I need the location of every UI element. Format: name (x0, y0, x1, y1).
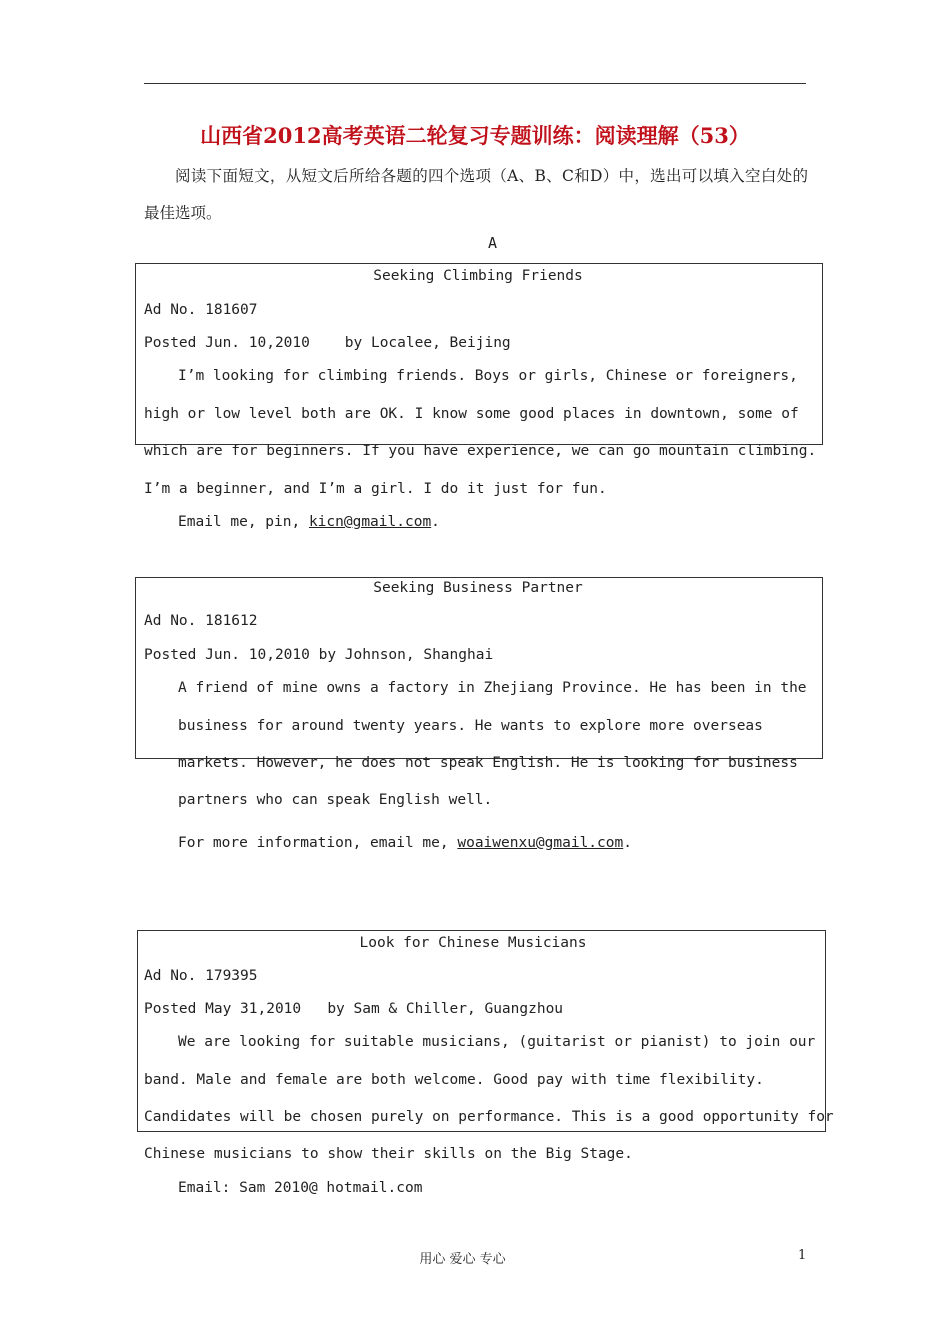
ad1-heading: Seeking Climbing Friends (373, 268, 583, 284)
ad2-heading: Seeking Business Partner (373, 580, 583, 596)
ad1-email-suffix: . (431, 514, 440, 530)
ad2-body-line: business for around twenty years. He wants to explore more overseas (178, 718, 763, 734)
ad3-body-line: band. Male and female are both welcome. Good pay with time flexibility. (144, 1072, 764, 1088)
ad3-body-line: Candidates will be chosen purely on performance. This is a good opportunity for (144, 1109, 834, 1125)
ad1-body-line: I’m looking for climbing friends. Boys or girls, Chinese or foreigners, (178, 368, 798, 384)
ad1-email-line (178, 514, 440, 530)
ad2-email-line (178, 835, 632, 851)
section-label: A (487, 234, 498, 252)
page-number: 1 (798, 1248, 807, 1263)
ad3-body-line: Chinese musicians to show their skills on the Big Stage. (144, 1146, 633, 1162)
ad2-number: Ad No. 181612 (144, 613, 258, 629)
ad1-posted: Posted Jun. 10,2010 by Localee, Beijing (144, 335, 511, 351)
ad1-number: Ad No. 181607 (144, 302, 258, 318)
header-rule (144, 83, 806, 84)
ad1-body-line: which are for beginners. If you have experience, we can go mountain climbing. (144, 443, 817, 459)
instructions: 阅读下面短文，从短文后所给各题的四个选项（A、B、C和D）中，选出可以填入空白处的最佳选项。 (144, 167, 808, 222)
ad2-email-prefix: For more information, email me, (178, 835, 458, 851)
document-title: 山西省2012高考英语二轮复习专题训练：阅读理解（53） (200, 123, 750, 148)
ad2-body-line: A friend of mine owns a factory in Zhejiang Province. He has been in the (178, 680, 807, 696)
ad3-body-line: We are looking for suitable musicians, (guitarist or pianist) to join our (178, 1034, 816, 1050)
ad3-number: Ad No. 179395 (144, 968, 258, 984)
ad2-body-line: markets. However, he does not speak English. He is looking for business (178, 755, 798, 771)
ad-box-3 (137, 930, 826, 1132)
ad1-email-link[interactable]: kicn@gmail.com (308, 514, 432, 530)
ad3-heading: Look for Chinese Musicians (359, 935, 587, 951)
ad2-body-line: partners who can speak English well. (178, 792, 493, 808)
ad3-email-line: Email: Sam 2010@ hotmail.com (178, 1180, 423, 1196)
ad1-body-line: I’m a beginner, and I’m a girl. I do it just for fun. (144, 481, 607, 497)
ad2-posted: Posted Jun. 10,2010 by Johnson, Shanghai (144, 647, 494, 663)
ad2-email-suffix: . (623, 835, 632, 851)
ad1-body-line: high or low level both are OK. I know some good places in downtown, some of (144, 406, 799, 422)
footer-text: 用心 爱心 专心 (419, 1252, 506, 1267)
ad1-email-prefix: Email me, pin, (178, 514, 309, 530)
ad2-email-link[interactable]: woaiwenxu@gmail.com (457, 835, 624, 851)
ad3-posted: Posted May 31,2010 by Sam & Chiller, Guangzhou (144, 1001, 564, 1017)
